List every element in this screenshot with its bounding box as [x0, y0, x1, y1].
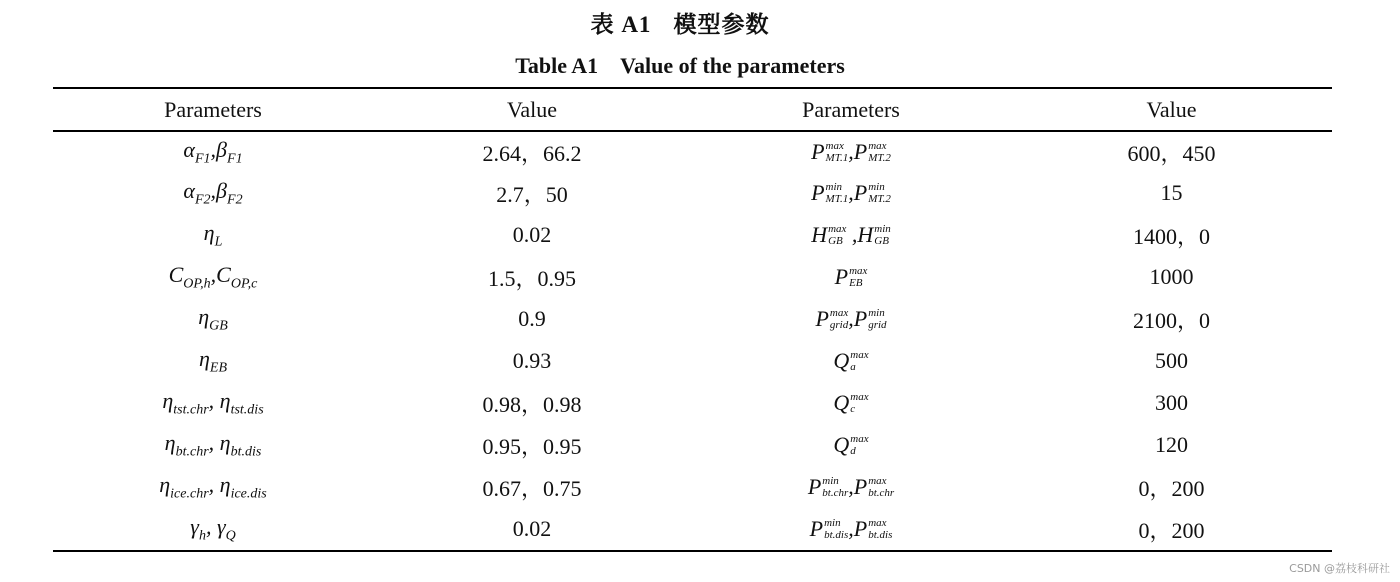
param-symbol: P max grid ,P min grid — [815, 305, 887, 332]
param-symbol: $\alpha_{F2},\beta_{F2}$ — [183, 177, 243, 208]
left-value-cell: 1.5，0.95 — [487, 265, 576, 291]
left-param-cell — [53, 172, 373, 214]
watermark: CSDN @荔枝科研社 — [1289, 562, 1390, 575]
left-param-cell — [53, 214, 373, 256]
right-param-cell — [691, 508, 1011, 550]
table-row — [53, 424, 1332, 466]
left-param-cell — [53, 382, 373, 424]
table-label-cn: 表 A1 — [590, 12, 652, 37]
table-label-en: Table A1 — [515, 53, 599, 78]
left-value-cell: 0.95，0.95 — [482, 433, 582, 459]
table-bottom-rule — [53, 550, 1332, 552]
table-row — [53, 382, 1332, 424]
right-value-cell: 2100，0 — [1132, 307, 1210, 333]
right-param-cell — [691, 466, 1011, 508]
param-symbol: $\eta_{bt.chr}$, $\eta_{bt.dis}$ — [164, 429, 262, 460]
table-row — [53, 214, 1332, 256]
right-value-cell: 1400，0 — [1132, 223, 1210, 249]
right-param-cell — [691, 256, 1011, 298]
param-symbol: H max GB ,H min GB — [811, 221, 891, 248]
param-symbol: $\alpha_{F1},\beta_{F1}$ — [183, 136, 243, 167]
param-symbol: $\gamma_h$, $\gamma_Q$ — [190, 513, 236, 544]
table-row — [53, 256, 1332, 298]
left-value-cell: 0.02 — [512, 516, 552, 541]
header-parameters-left: Parameters — [164, 96, 262, 122]
left-value-cell: 0.9 — [518, 306, 546, 331]
table-title-chinese — [0, 6, 1360, 39]
left-param-cell — [53, 340, 373, 382]
table-row — [53, 298, 1332, 340]
right-value-cell: 0，200 — [1138, 475, 1205, 501]
right-param-cell — [691, 382, 1011, 424]
param-symbol: $\eta_L$ — [203, 219, 223, 250]
right-value-cell: 120 — [1155, 432, 1188, 457]
param-symbol: $\eta_{ice.chr}$, $\eta_{ice.dis}$ — [159, 471, 267, 502]
table-caption-cn: 模型参数 — [673, 12, 770, 37]
header-value-right: Value — [1146, 96, 1197, 122]
right-value-cell: 1000 — [1149, 264, 1194, 289]
param-symbol: P min bt.chr ,P max bt.chr — [807, 473, 895, 500]
left-value-cell: 0.67，0.75 — [482, 475, 582, 501]
left-value-cell: 0.02 — [512, 222, 552, 247]
left-param-cell — [53, 298, 373, 340]
right-param-cell — [691, 298, 1011, 340]
header-parameters-right: Parameters — [802, 96, 900, 122]
right-param-cell — [691, 340, 1011, 382]
table-title-english — [0, 53, 1360, 79]
table-row — [53, 466, 1332, 508]
right-param-cell — [691, 130, 1011, 172]
left-param-cell — [53, 466, 373, 508]
left-value-cell: 2.7，50 — [496, 181, 568, 207]
right-param-cell — [691, 172, 1011, 214]
param-symbol: $\eta_{tst.chr}$, $\eta_{tst.dis}$ — [162, 387, 264, 418]
param-symbol: P max EB — [834, 263, 868, 290]
left-value-cell: 2.64，66.2 — [482, 140, 582, 166]
parameters-table — [53, 89, 1332, 550]
left-param-cell — [53, 424, 373, 466]
table-row — [53, 130, 1332, 172]
left-param-cell — [53, 508, 373, 550]
right-value-cell: 500 — [1155, 348, 1188, 373]
table-row — [53, 340, 1332, 382]
table-row — [53, 172, 1332, 214]
table-row — [53, 508, 1332, 550]
right-value-cell: 0，200 — [1138, 517, 1205, 543]
left-param-cell — [53, 130, 373, 172]
right-value-cell: 600，450 — [1127, 140, 1216, 166]
right-value-cell: 15 — [1160, 180, 1183, 205]
right-param-cell — [691, 214, 1011, 256]
header-row — [53, 89, 1332, 130]
param-symbol: P min bt.dis ,P max bt.dis — [809, 515, 893, 542]
param-symbol: P min MT.1 ,P min MT.2 — [811, 179, 891, 206]
right-param-cell — [691, 424, 1011, 466]
param-symbol: $\eta_{EB}$ — [198, 345, 228, 376]
param-symbol: $\eta_{GB}$ — [198, 303, 228, 334]
header-value-left: Value — [506, 96, 558, 122]
table-caption-en: Value of the parameters — [620, 53, 845, 78]
param-symbol: P max MT.1 ,P max MT.2 — [811, 138, 891, 165]
param-symbol: Q max a — [833, 347, 869, 374]
left-value-cell: 0.93 — [512, 348, 552, 373]
param-symbol: $C_{OP,h},C_{OP,c}$ — [168, 261, 258, 292]
right-value-cell: 300 — [1155, 390, 1188, 415]
left-value-cell: 0.98，0.98 — [482, 391, 582, 417]
param-symbol: Q max d — [833, 431, 869, 458]
param-symbol: Q max c — [833, 389, 869, 416]
left-param-cell — [53, 256, 373, 298]
